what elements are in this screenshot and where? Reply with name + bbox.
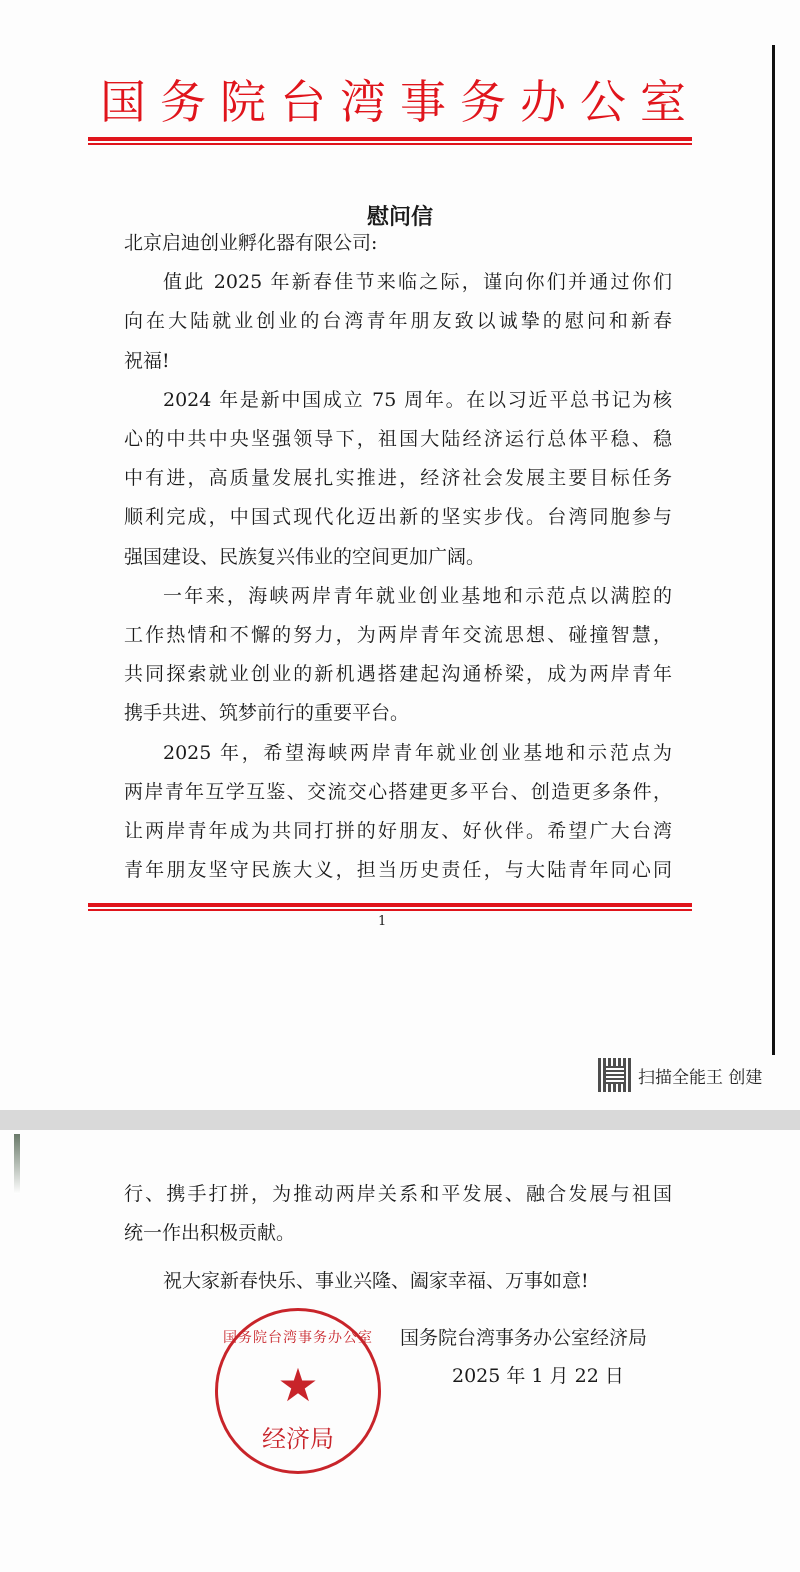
seal-star-icon: ★ [277, 1358, 319, 1412]
body-line: 2024 年是新中国成立 75 周年。在以习近平总书记为核 [163, 388, 672, 411]
body-line: 工作热情和不懈的努力，为两岸青年交流思想、碰撞智慧， [124, 624, 672, 646]
masthead: 国务院台湾事务办公室 [100, 75, 700, 129]
body-line: 祝大家新春快乐、事业兴隆、阖家幸福、万事如意! [163, 1270, 589, 1292]
body-line: 心的中共中央坚强领导下，祖国大陆经济运行总体平稳、稳 [124, 428, 672, 450]
masthead-red-rule [88, 137, 692, 145]
body-line: 青年朋友坚守民族大义，担当历史责任，与大陆青年同心同 [124, 859, 672, 882]
scanner-watermark-text: 扫描全能王 创建 [638, 1067, 763, 1088]
body-line: 祝福! [124, 349, 170, 372]
qr-code-icon [598, 1058, 632, 1092]
body-line: 统一作出积极贡献。 [124, 1222, 296, 1244]
letter-title: 慰问信 [366, 204, 433, 230]
signature-organization: 国务院台湾事务办公室经济局 [400, 1327, 648, 1349]
body-line: 携手共进、筑梦前行的重要平台。 [124, 702, 410, 725]
body-line: 强国建设、民族复兴伟业的空间更加广阔。 [124, 545, 486, 568]
body-line: 向在大陆就业创业的台湾青年朋友致以诚挚的慰问和新春 [124, 310, 672, 333]
body-line: 行、携手打拼，为推动两岸关系和平发展、融合发展与祖国 [124, 1183, 672, 1205]
page-number: 1 [378, 914, 387, 929]
body-line: 2025 年，希望海峡两岸青年就业创业基地和示范点为 [163, 741, 672, 764]
body-line: 北京启迪创业孵化器有限公司: [124, 232, 378, 254]
scanner-watermark [598, 1058, 762, 1092]
body-line: 让两岸青年成为共同打拼的好朋友、好伙伴。希望广大台湾 [124, 820, 672, 842]
signature-date: 2025 年 1 月 22 日 [452, 1365, 624, 1387]
scan-edge-shadow [772, 45, 775, 1055]
body-line: 两岸青年互学互鉴、交流交心搭建更多平台、创造更多条件， [124, 780, 672, 803]
body-line: 中有进，高质量发展扎实推进，经济社会发展主要目标任务 [124, 467, 672, 490]
seal-bottom-text: 经济局 [262, 1425, 334, 1453]
seal-arc-text: 国务院台湾事务办公室 [223, 1330, 373, 1346]
body-line: 一年来，海峡两岸青年就业创业基地和示范点以满腔的 [163, 584, 672, 607]
scan-edge-shadow [14, 1134, 20, 1194]
body-line: 顺利完成，中国式现代化迈出新的坚实步伐。台湾同胞参与 [124, 506, 672, 529]
body-line: 共同探索就业创业的新机遇搭建起沟通桥梁，成为两岸青年 [124, 663, 672, 686]
footer-red-rule [88, 903, 692, 911]
official-seal [215, 1308, 381, 1474]
body-line: 值此 2025 年新春佳节来临之际，谨向你们并通过你们 [163, 271, 672, 294]
